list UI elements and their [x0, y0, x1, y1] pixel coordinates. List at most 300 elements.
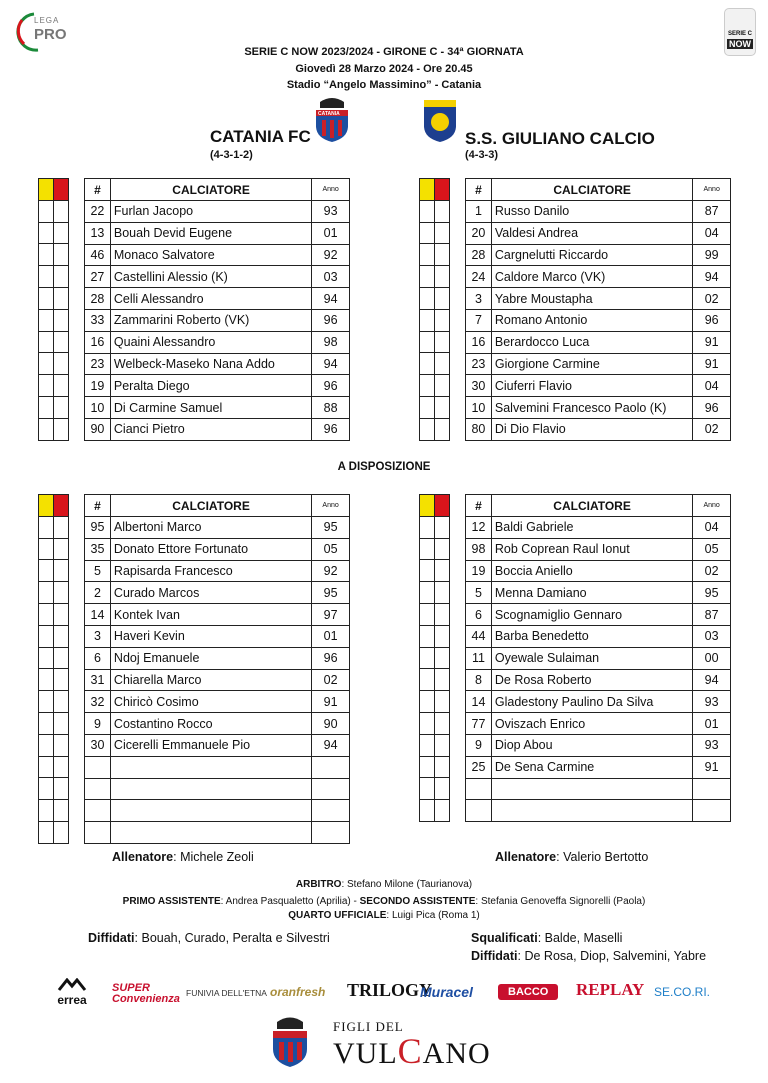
player-name: Welbeck-Maseko Nana Addo: [110, 353, 311, 375]
referee-line: ARBITRO: Stefano Milone (Taurianova): [295, 879, 473, 890]
player-number: 23: [85, 353, 111, 375]
away-coach: Allenatore: Valerio Bertotto: [495, 850, 649, 864]
footer-c: C: [397, 1031, 423, 1071]
card-row: [39, 625, 69, 647]
sponsor-bacco: BACCO: [498, 984, 558, 1000]
player-row: [466, 713, 731, 735]
home-diffidati-label: Diffidati: [88, 931, 135, 945]
player-row: [466, 800, 731, 822]
header-num: #: [85, 179, 111, 201]
player-year: [312, 778, 350, 800]
card-row: [39, 287, 69, 309]
home-starters-cards: [38, 178, 69, 441]
player-year: 02: [312, 669, 350, 691]
second-assistant-label: SECONDO ASSISTENTE: [359, 896, 476, 907]
red-card-cell: [54, 800, 69, 822]
red-card-cell: [435, 222, 450, 244]
red-card-cell: [54, 734, 69, 756]
player-year: 94: [312, 353, 350, 375]
red-card-cell: [54, 331, 69, 353]
card-row: [39, 647, 69, 669]
header-num: #: [466, 495, 492, 517]
header-player: CALCIATORE: [491, 495, 692, 517]
fourth-official-line: QUARTO UFFICIALE: Luigi Pica (Roma 1): [288, 910, 480, 921]
yellow-card-cell: [39, 603, 54, 625]
card-row: [420, 712, 450, 734]
player-row: [85, 538, 350, 560]
yellow-card-cell: [39, 375, 54, 397]
red-card-cell: [435, 418, 450, 440]
player-name: Ciuferri Flavio: [491, 375, 692, 397]
player-number: 46: [85, 244, 111, 266]
red-card-cell: [435, 647, 450, 669]
player-name: Diop Abou: [491, 734, 692, 756]
card-row: [39, 266, 69, 288]
home-bench-cards: [38, 494, 69, 844]
player-name: Di Carmine Samuel: [110, 397, 311, 419]
player-year: 93: [693, 691, 731, 713]
player-name: Oyewale Sulaiman: [491, 647, 692, 669]
red-card-cell: [54, 647, 69, 669]
player-year: 87: [693, 201, 731, 223]
red-card-cell: [54, 244, 69, 266]
player-number: [85, 800, 111, 822]
player-number: 16: [466, 331, 492, 353]
yellow-card-cell: [420, 375, 435, 397]
player-name: Giorgione Carmine: [491, 353, 692, 375]
player-year: 92: [312, 560, 350, 582]
player-name: Romano Antonio: [491, 309, 692, 331]
player-year: 96: [312, 647, 350, 669]
player-year: 95: [693, 582, 731, 604]
red-card-cell: [435, 603, 450, 625]
player-year: 94: [693, 669, 731, 691]
yellow-card-cell: [39, 200, 54, 222]
yellow-card-cell: [420, 669, 435, 691]
player-year: 02: [693, 288, 731, 310]
card-row: [420, 331, 450, 353]
player-year: 93: [312, 201, 350, 223]
player-row: [466, 244, 731, 266]
player-number: 5: [466, 582, 492, 604]
red-card-cell: [54, 669, 69, 691]
player-number: 31: [85, 669, 111, 691]
card-row: [39, 200, 69, 222]
card-row: [420, 669, 450, 691]
player-name: De Sena Carmine: [491, 756, 692, 778]
sponsor-secori: SE.CO.RI.: [654, 985, 711, 999]
footer-shield-icon: [270, 1015, 310, 1067]
player-name: Curado Marcos: [110, 582, 311, 604]
referee-name: Stefano Milone (Taurianova): [347, 879, 473, 890]
player-year: 87: [693, 604, 731, 626]
yellow-card-cell: [420, 200, 435, 222]
red-card-cell: [54, 778, 69, 800]
player-name: Cargnelutti Riccardo: [491, 244, 692, 266]
red-card-cell: [435, 756, 450, 778]
second-assistant-name: Stefania Genoveffa Signorelli (Paola): [480, 896, 646, 907]
player-row: [85, 560, 350, 582]
player-row: [85, 288, 350, 310]
player-name: Monaco Salvatore: [110, 244, 311, 266]
player-row: [85, 756, 350, 778]
player-row: [85, 309, 350, 331]
header-num: #: [466, 179, 492, 201]
red-card-cell: [54, 821, 69, 843]
player-name: Boccia Aniello: [491, 560, 692, 582]
footer-vul: VUL: [333, 1037, 398, 1070]
red-card-cell: [435, 200, 450, 222]
away-starters-cards: [419, 178, 450, 441]
header-num: #: [85, 495, 111, 517]
roster-header-row: [85, 495, 350, 517]
player-name: Berardocco Luca: [491, 331, 692, 353]
player-row: [466, 669, 731, 691]
home-coach: Allenatore: Michele Zeoli: [112, 850, 254, 864]
player-number: 19: [466, 560, 492, 582]
player-year: 94: [693, 266, 731, 288]
card-row: [420, 647, 450, 669]
yellow-card-cell: [39, 538, 54, 560]
player-number: 77: [466, 713, 492, 735]
badge-now: NOW: [729, 39, 751, 49]
catania-shield-icon: [314, 96, 350, 142]
player-number: [85, 822, 111, 844]
card-row: [420, 734, 450, 756]
card-row: [39, 821, 69, 843]
sponsor-funivia: FUNIVIA DELL'ETNA: [186, 988, 267, 998]
red-card-cell: [435, 691, 450, 713]
player-row: [466, 309, 731, 331]
red-card-cell: [435, 287, 450, 309]
footer-vulcano: [333, 1030, 491, 1072]
header-player: CALCIATORE: [491, 179, 692, 201]
player-number: 16: [85, 331, 111, 353]
player-year: 94: [312, 734, 350, 756]
yellow-card-cell: [420, 222, 435, 244]
sponsor-superconvenienza: SUPER Convenienza: [112, 982, 180, 1005]
player-row: [466, 756, 731, 778]
card-row: [39, 375, 69, 397]
yellow-card-cell: [420, 560, 435, 582]
competition-title: SERIE C NOW 2023/2024 - GIRONE C - 34ª GIORNATA: [244, 46, 524, 58]
player-row: [85, 625, 350, 647]
player-row: [466, 266, 731, 288]
card-row: [420, 222, 450, 244]
away-team-name: S.S. GIULIANO CALCIO: [465, 129, 655, 148]
player-name: Bouah Devid Eugene: [110, 222, 311, 244]
player-name: Haveri Kevin: [110, 625, 311, 647]
yellow-card-cell: [420, 603, 435, 625]
player-name: [110, 800, 311, 822]
card-row: [39, 603, 69, 625]
player-row: [466, 778, 731, 800]
player-number: 22: [85, 201, 111, 223]
yellow-card-cell: [420, 647, 435, 669]
red-card-cell: [435, 734, 450, 756]
header-player: CALCIATORE: [110, 179, 311, 201]
away-diffidati-label: Diffidati: [471, 949, 518, 963]
home-coach-name: Michele Zeoli: [180, 850, 254, 864]
player-number: 10: [466, 397, 492, 419]
red-card-cell: [435, 712, 450, 734]
card-row: [420, 691, 450, 713]
player-year: 04: [693, 375, 731, 397]
player-number: 3: [85, 625, 111, 647]
red-card-cell: [54, 353, 69, 375]
card-row: [39, 712, 69, 734]
card-row: [420, 266, 450, 288]
player-name: Ndoj Emanuele: [110, 647, 311, 669]
yellow-card-cell: [420, 309, 435, 331]
player-year: 91: [312, 691, 350, 713]
yellow-card-cell: [39, 309, 54, 331]
yellow-card-cell: [39, 582, 54, 604]
player-row: [466, 538, 731, 560]
yellow-card-cell: [420, 800, 435, 822]
player-year: 03: [312, 266, 350, 288]
card-row: [420, 179, 450, 201]
player-year: 96: [312, 375, 350, 397]
pro-text: PRO: [34, 26, 67, 43]
red-card-cell: [54, 516, 69, 538]
player-year: [312, 756, 350, 778]
player-year: 91: [693, 353, 731, 375]
red-card-cell: [435, 669, 450, 691]
card-row: [39, 516, 69, 538]
yellow-card-cell: [39, 222, 54, 244]
away-formation: (4-3-3): [465, 149, 499, 161]
player-year: 02: [693, 560, 731, 582]
yellow-card-cell: [420, 353, 435, 375]
player-row: [466, 331, 731, 353]
header-year: Anno: [693, 495, 731, 517]
away-coach-name: Valerio Bertotto: [563, 850, 649, 864]
player-number: [466, 800, 492, 822]
player-number: 5: [85, 560, 111, 582]
player-name: Baldi Gabriele: [491, 517, 692, 539]
card-row: [420, 418, 450, 440]
red-card-cell: [54, 200, 69, 222]
player-number: 24: [466, 266, 492, 288]
sponsor-oranfresh: oranfresh: [270, 985, 326, 999]
player-year: 01: [693, 713, 731, 735]
header-year: Anno: [312, 495, 350, 517]
home-formation: (4-3-1-2): [210, 149, 253, 161]
card-row: [39, 734, 69, 756]
player-row: [85, 201, 350, 223]
player-name: Russo Danilo: [491, 201, 692, 223]
card-row: [39, 582, 69, 604]
card-row: [420, 375, 450, 397]
card-row: [420, 287, 450, 309]
home-starters-table: [84, 178, 350, 441]
player-row: [85, 353, 350, 375]
card-row: [420, 244, 450, 266]
player-row: [85, 418, 350, 440]
player-number: [85, 756, 111, 778]
player-name: Cianci Pietro: [110, 418, 311, 440]
home-bench-table: [84, 494, 350, 844]
player-year: 96: [312, 309, 350, 331]
player-year: 01: [312, 222, 350, 244]
player-row: [466, 201, 731, 223]
player-row: [85, 266, 350, 288]
player-year: 02: [693, 418, 731, 440]
header-player: CALCIATORE: [110, 495, 311, 517]
player-number: 10: [85, 397, 111, 419]
badge-serie-c: SERIE C: [727, 31, 752, 37]
player-year: 96: [312, 418, 350, 440]
player-name: Barba Benedetto: [491, 625, 692, 647]
yellow-card-cell: [420, 538, 435, 560]
player-year: 00: [693, 647, 731, 669]
player-name: [110, 822, 311, 844]
red-card-cell: [54, 418, 69, 440]
footer-line1: FIGLI DEL: [333, 1019, 404, 1034]
player-number: 25: [466, 756, 492, 778]
player-row: [466, 691, 731, 713]
player-year: 99: [693, 244, 731, 266]
player-row: [466, 397, 731, 419]
card-row: [420, 800, 450, 822]
sponsor-errea-text: errea: [57, 993, 87, 1007]
yellow-card-cell: [420, 266, 435, 288]
red-card-cell: [435, 266, 450, 288]
player-row: [466, 222, 731, 244]
header-year: Anno: [693, 179, 731, 201]
red-card-cell: [435, 625, 450, 647]
player-name: Yabre Moustapha: [491, 288, 692, 310]
card-row: [39, 691, 69, 713]
player-number: 28: [85, 288, 111, 310]
giugliano-crest: [422, 96, 458, 142]
yellow-card-cell: [420, 734, 435, 756]
player-year: 98: [312, 331, 350, 353]
card-row: [39, 222, 69, 244]
referee-label: ARBITRO: [295, 879, 342, 890]
player-number: 30: [466, 375, 492, 397]
player-name: Quaini Alessandro: [110, 331, 311, 353]
player-number: 14: [466, 691, 492, 713]
player-year: 91: [693, 756, 731, 778]
player-name: Gladestony Paulino Da Silva: [491, 691, 692, 713]
player-name: Oviszach Enrico: [491, 713, 692, 735]
card-row: [420, 560, 450, 582]
player-year: [312, 800, 350, 822]
sponsor-trilogy: TRILOGY: [347, 980, 433, 1000]
player-name: Kontek Ivan: [110, 604, 311, 626]
red-card-cell: [54, 287, 69, 309]
yellow-card-cell: [420, 244, 435, 266]
red-card-cell: [54, 582, 69, 604]
away-starters-table: [465, 178, 731, 441]
player-year: [693, 800, 731, 822]
sponsor-muracel: Muracel: [420, 984, 473, 1000]
away-coach-label: Allenatore: [495, 850, 557, 864]
player-year: 91: [693, 331, 731, 353]
card-row: [39, 669, 69, 691]
player-name: Furlan Jacopo: [110, 201, 311, 223]
player-number: 14: [85, 604, 111, 626]
player-row: [466, 353, 731, 375]
yellow-card-cell: [420, 396, 435, 418]
player-name: Celli Alessandro: [110, 288, 311, 310]
player-number: 44: [466, 625, 492, 647]
player-row: [466, 560, 731, 582]
card-row: [39, 244, 69, 266]
player-row: [466, 582, 731, 604]
player-number: 23: [466, 353, 492, 375]
yellow-card-cell: [39, 331, 54, 353]
player-number: 7: [466, 309, 492, 331]
yellow-card-cell: [420, 495, 435, 517]
yellow-card-cell: [39, 669, 54, 691]
red-card-cell: [54, 309, 69, 331]
red-card-cell: [435, 495, 450, 517]
player-row: [85, 822, 350, 844]
red-card-cell: [435, 331, 450, 353]
yellow-card-cell: [39, 495, 54, 517]
home-diffidati-list: Bouah, Curado, Peralta e Silvestri: [141, 931, 330, 945]
player-number: 20: [466, 222, 492, 244]
player-year: [693, 778, 731, 800]
yellow-card-cell: [39, 287, 54, 309]
player-number: 11: [466, 647, 492, 669]
yellow-card-cell: [420, 756, 435, 778]
stadium-name: Stadio “Angelo Massimino” - Catania: [286, 79, 482, 91]
card-row: [420, 582, 450, 604]
footer-catania-crest: [270, 1015, 310, 1067]
giugliano-shield-icon: [422, 96, 458, 142]
player-name: Cicerelli Emmanuele Pio: [110, 734, 311, 756]
away-squalificati-list: Balde, Maselli: [544, 931, 623, 945]
card-row: [420, 353, 450, 375]
player-row: [466, 375, 731, 397]
red-card-cell: [54, 691, 69, 713]
player-year: [312, 822, 350, 844]
yellow-card-cell: [420, 778, 435, 800]
player-name: [110, 756, 311, 778]
player-row: [466, 734, 731, 756]
bench-title: A DISPOSIZIONE: [337, 461, 431, 473]
player-number: 28: [466, 244, 492, 266]
player-year: 05: [312, 538, 350, 560]
player-name: [491, 800, 692, 822]
card-row: [420, 396, 450, 418]
red-card-cell: [435, 800, 450, 822]
away-diffidati: Diffidati: De Rosa, Diop, Salvemini, Yabre: [471, 949, 707, 963]
card-row: [420, 495, 450, 517]
player-row: [466, 288, 731, 310]
yellow-card-cell: [39, 821, 54, 843]
card-row: [39, 179, 69, 201]
player-number: 3: [466, 288, 492, 310]
red-card-cell: [435, 353, 450, 375]
player-number: 2: [85, 582, 111, 604]
red-card-cell: [435, 778, 450, 800]
player-number: 8: [466, 669, 492, 691]
header-year: Anno: [312, 179, 350, 201]
yellow-card-cell: [39, 179, 54, 201]
home-coach-label: Allenatore: [112, 850, 174, 864]
player-name: Rapisarda Francesco: [110, 560, 311, 582]
sponsor-replay: REPLAY: [576, 980, 645, 999]
red-card-cell: [435, 582, 450, 604]
home-diffidati: Diffidati: Bouah, Curado, Peralta e Silvestri: [88, 931, 330, 945]
yellow-card-cell: [39, 778, 54, 800]
player-year: 95: [312, 582, 350, 604]
